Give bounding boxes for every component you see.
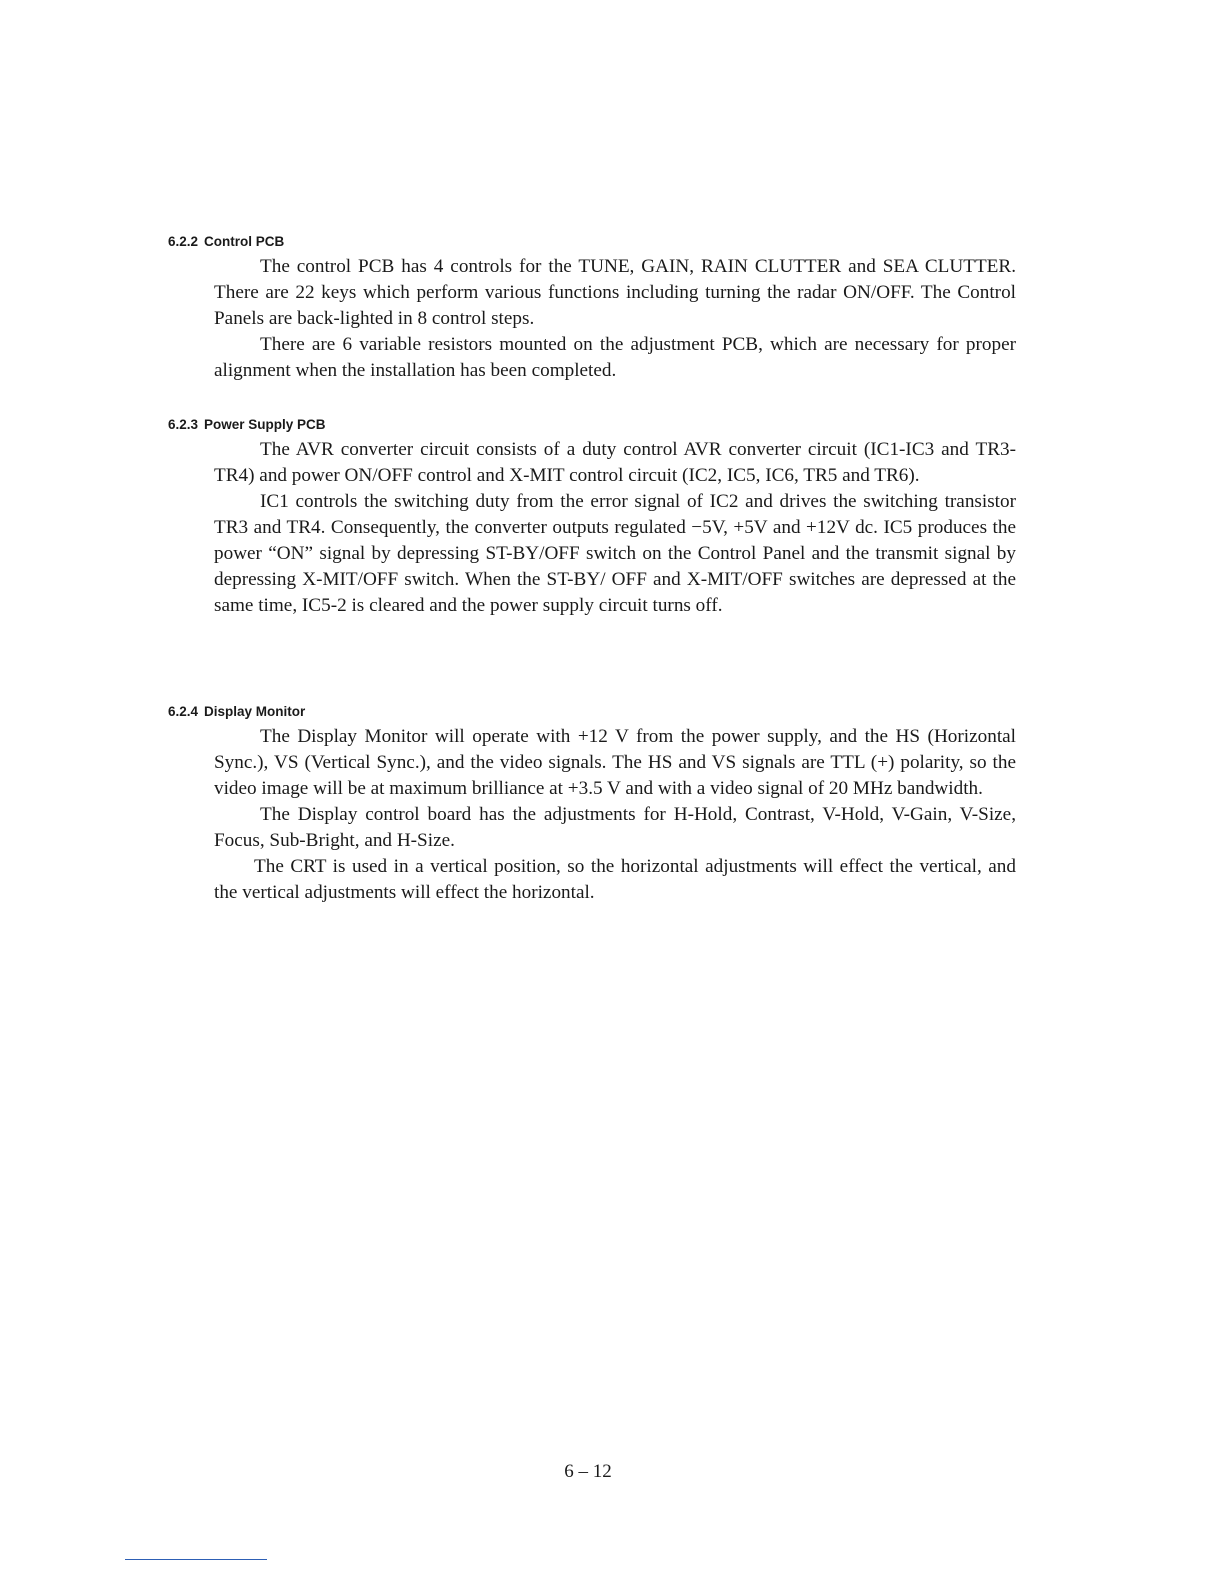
page-number: 6 – 12 bbox=[564, 1461, 612, 1482]
section-display-monitor bbox=[168, 704, 1028, 906]
footer-rule bbox=[125, 1559, 267, 1560]
section-heading bbox=[168, 417, 1028, 433]
section-heading bbox=[168, 704, 1028, 720]
section-number: 6.2.3 bbox=[168, 417, 199, 432]
paragraph: The Display Monitor will operate with +12 V from the power supply, and the HS (Horizontal Sync.), VS (Vertical Sync.), and the video signals. The HS and VS signals are TTL (+) polarity, so the video image will be at maximum brilliance at +3.5 V and with a video signal of 20 MHz bandwidth. bbox=[214, 726, 1016, 799]
paragraph: IC1 controls the switching duty from the error signal of IC2 and drives the switching transistor TR3 and TR4. Consequently, the converter outputs regulated −5V, +5V and +12V dc. IC5 produces the power “ON” signal by depressing ST-BY/OFF switch on the Control Panel and the transmit signal by depressing X-MIT/OFF switch. When the ST-BY/ OFF and X-MIT/OFF switches are depressed at the same time, IC5-2 is cleared and the power supply circuit turns off. bbox=[214, 491, 1016, 616]
section-title: Display Monitor bbox=[204, 704, 306, 719]
paragraph: The CRT is used in a vertical position, so the horizontal adjustments will effect the vertical, and the vertical adjustments will effect the horizontal. bbox=[214, 856, 1016, 903]
section-power-supply-pcb bbox=[168, 417, 1028, 619]
section-number: 6.2.4 bbox=[168, 704, 199, 719]
section-title: Control PCB bbox=[204, 234, 285, 249]
section-number: 6.2.2 bbox=[168, 234, 199, 249]
paragraph: The Display control board has the adjustments for H-Hold, Contrast, V-Hold, V-Gain, V-Size, Focus, Sub-Bright, and H-Size. bbox=[214, 804, 1016, 851]
paragraph: There are 6 variable resistors mounted on the adjustment PCB, which are necessary for proper alignment when the installation has been completed. bbox=[214, 334, 1016, 381]
section-control-pcb bbox=[168, 234, 1028, 384]
paragraph: The AVR converter circuit consists of a duty control AVR converter circuit (IC1-IC3 and TR3-TR4) and power ON/OFF control and X-MIT control circuit (IC2, IC5, IC6, TR5 and TR6). bbox=[214, 439, 1016, 486]
section-title: Power Supply PCB bbox=[204, 417, 326, 432]
paragraph: The control PCB has 4 controls for the TUNE, GAIN, RAIN CLUTTER and SEA CLUTTER. There are 22 keys which perform various functions including turning the radar ON/OFF. The Control Panels are back-lighted in 8 control steps. bbox=[214, 256, 1016, 329]
section-heading bbox=[168, 234, 1028, 250]
